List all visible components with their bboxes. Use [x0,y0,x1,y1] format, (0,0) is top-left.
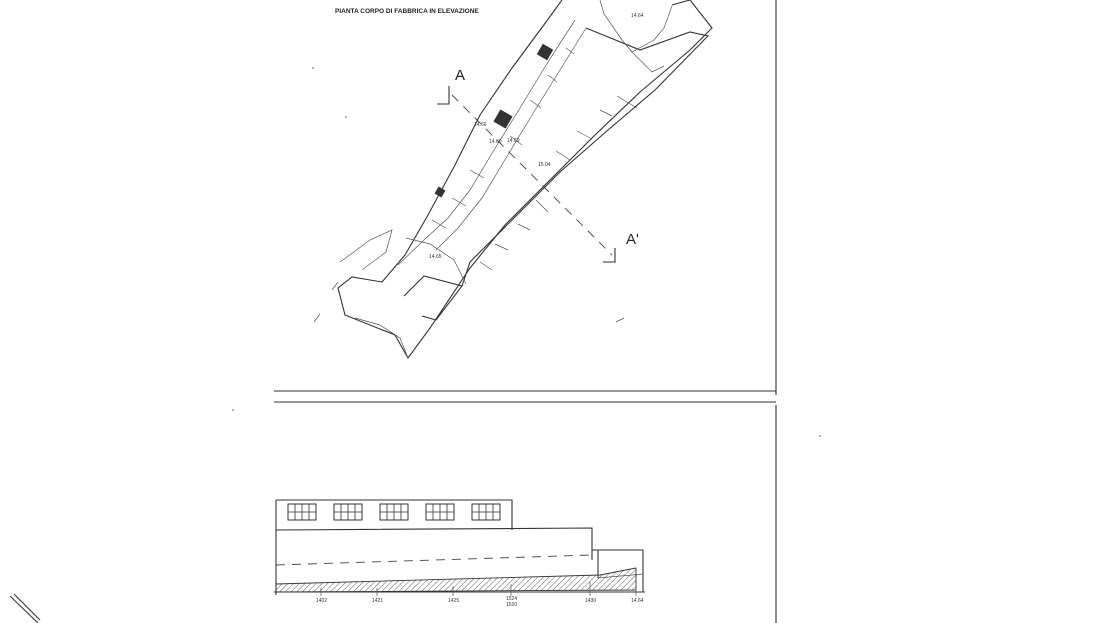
plan-level-1: 14.64 [631,13,644,19]
elev-level-1: 1402 [316,598,328,604]
plan-level-2: 14.66 [474,122,487,128]
elev-level-5: 1430 [585,598,597,604]
plan-title: PIANTA CORPO DI FABBRICA IN ELEVAZIONE [335,8,479,15]
elev-level-2: 1421 [372,598,384,604]
elev-level-3: 1425 [448,598,460,604]
plan-level-5: 15.04 [538,162,551,168]
plan-level-3: 14.60 [489,139,502,145]
section-marker-a [437,67,465,104]
elev-level-4: 1524 [506,596,518,602]
section-label-a: A [455,67,466,84]
section-marker-a-prime [603,231,639,262]
scan-marks [10,67,821,623]
elev-level-6: 14.64 [631,598,644,604]
plan-level-4: 14.69 [507,138,520,144]
section-label-a-prime: A' [626,231,639,248]
building-elevation [274,500,645,596]
elev-sub-label: 1520 [506,602,518,608]
building-plan [314,0,712,358]
plan-level-6: 14.65 [429,254,442,260]
section-cut-line [452,95,612,255]
